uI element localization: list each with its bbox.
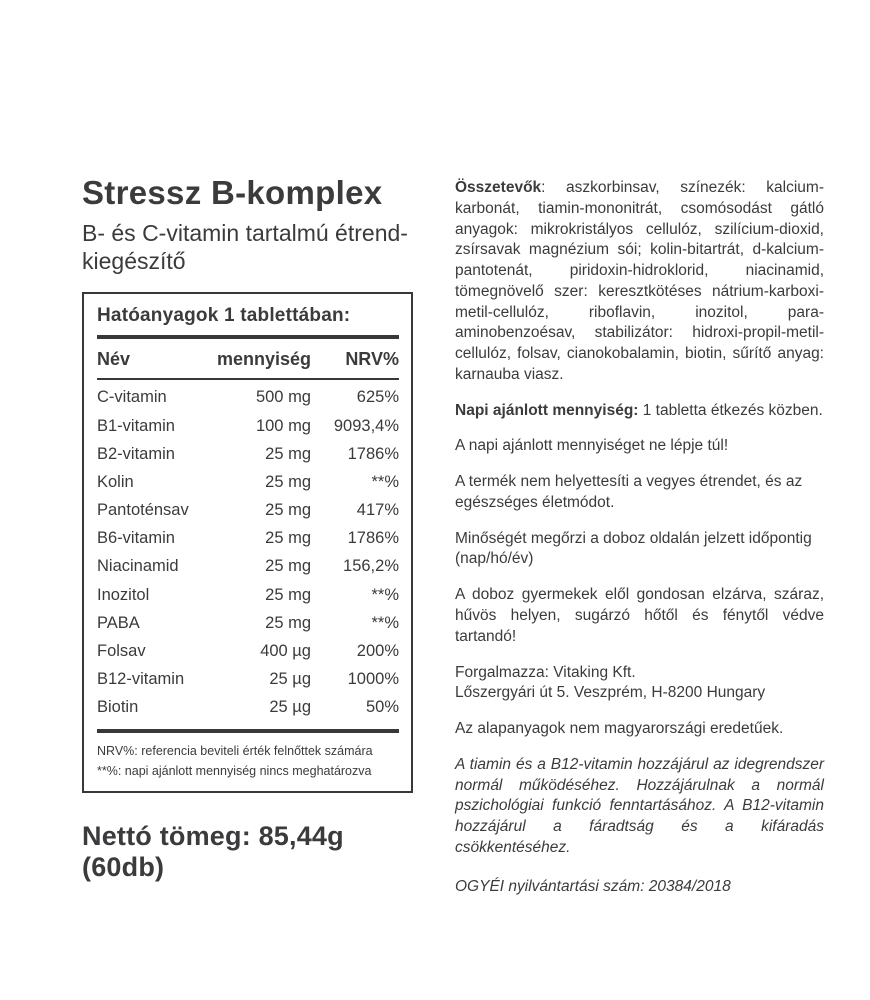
footnote-line: **%: napi ajánlott mennyiség nincs meghatározva xyxy=(97,763,372,778)
table-cell-amount: 25 mg xyxy=(265,557,311,576)
table-row xyxy=(97,525,399,553)
table-cell-name: Kolin xyxy=(97,472,134,491)
table-body xyxy=(97,380,399,727)
origin-note: Az alapanyagok nem magyarországi eredetűek. xyxy=(455,720,784,738)
table-cell-nrv: **% xyxy=(371,472,399,491)
table-row xyxy=(97,581,399,609)
table-cell-amount: 500 mg xyxy=(255,388,311,407)
table-cell-amount: 25 µg xyxy=(269,698,311,717)
column-header-name: Név xyxy=(97,348,131,369)
table-cell-nrv: 1786% xyxy=(347,529,399,548)
table-cell-name: B1-vitamin xyxy=(97,416,175,435)
table-row xyxy=(97,496,399,524)
table-cell-amount: 25 mg xyxy=(265,585,311,604)
facts-footnotes xyxy=(97,741,399,781)
column-header-nrv: NRV% xyxy=(345,348,399,369)
table-row xyxy=(97,694,399,722)
warning-limit: A napi ajánlott mennyiséget ne lépje túl! xyxy=(455,437,729,455)
divider-thick-bottom xyxy=(97,729,399,733)
table-cell-nrv: 9093,4% xyxy=(333,416,399,435)
table-row xyxy=(97,440,399,468)
table-cell-name: Inozitol xyxy=(97,585,150,604)
health-claims: A tiamin és a B12-vitamin hozzájárul az idegrendszer normál működéséhez. Hozzájárulnak a normál pszichológiai funkció fenntartásához. A B12-vitamin hozzájárul a fáradtság és a kifáradás csökkentéséhez. xyxy=(455,755,824,856)
table-cell-name: B2-vitamin xyxy=(97,444,175,463)
table-cell-name: B12-vitamin xyxy=(97,670,185,689)
right-column xyxy=(455,178,824,912)
table-cell-name: Pantoténsav xyxy=(97,501,189,520)
daily-dose-paragraph xyxy=(455,401,824,422)
table-cell-amount: 25 mg xyxy=(265,444,311,463)
table-cell-nrv: **% xyxy=(371,613,399,632)
ingredients-paragraph xyxy=(455,178,824,386)
table-cell-nrv: **% xyxy=(371,585,399,604)
table-cell-amount: 25 mg xyxy=(265,472,311,491)
footnote-line: NRV%: referencia beviteli érték felnőttek számára xyxy=(97,743,373,758)
table-cell-name: PABA xyxy=(97,613,140,632)
table-cell-name: Folsav xyxy=(97,642,146,661)
ingredients-text: : aszkorbinsav, színezék: kalcium-karbonát, tiamin-mononitrát, csomósodást gátló anyagok: mikrokristályos cellulóz, szilícium-dioxid, zsírsavak magnézium sói; kolin-bitartrát, d-kalcium-pantotenát, piridoxin-hidroklorid, niacinamid, tömegnövelő szer: keresztkötéses nátrium-karboxi-metil-cellulóz, riboflavin, inozitol, para-aminobenzoésav, stabilizátor: hidroxi-propil-metil-cellulóz, folsav, cianokobalamin, biotin, sűrítő anyag: karnauba viasz. xyxy=(455,179,824,383)
storage-note: A doboz gyermekek elől gondosan elzárva, száraz, hűvös helyen, sugárzó hőtől és fénytől védve tartandó! xyxy=(455,586,824,645)
table-cell-nrv: 1786% xyxy=(347,444,399,463)
quality-note: Minőségét megőrzi a doboz oldalán jelzett időpontig (nap/hó/év) xyxy=(455,529,812,568)
table-cell-nrv: 625% xyxy=(356,388,399,407)
table-cell-amount: 25 mg xyxy=(265,529,311,548)
table-cell-amount: 400 µg xyxy=(260,642,311,661)
table-row xyxy=(97,412,399,440)
warning-diet: A termék nem helyettesíti a vegyes étrendet, és az egészséges életmódot. xyxy=(455,473,803,511)
table-cell-nrv: 1000% xyxy=(347,670,399,689)
distributor-block xyxy=(455,663,824,705)
product-title: Stressz B-komplex xyxy=(82,174,383,211)
left-column xyxy=(82,176,413,883)
table-cell-name: B6-vitamin xyxy=(97,529,175,548)
daily-dose-label: Napi ajánlott mennyiség: xyxy=(455,401,639,419)
table-cell-amount: 25 µg xyxy=(269,670,311,689)
table-cell-amount: 100 mg xyxy=(255,416,311,435)
distributor-address: Lőszergyári út 5. Veszprém, H-8200 Hungary xyxy=(455,684,766,702)
daily-dose-text: 1 tabletta étkezés közben. xyxy=(638,401,823,419)
table-cell-nrv: 50% xyxy=(365,698,399,717)
table-row xyxy=(97,666,399,694)
net-weight: Nettó tömeg: 85,44g (60db) xyxy=(82,820,344,882)
table-row xyxy=(97,637,399,665)
table-cell-amount: 25 mg xyxy=(265,501,311,520)
table-cell-nrv: 156,2% xyxy=(343,557,399,576)
table-row xyxy=(97,609,399,637)
supplement-facts-box xyxy=(82,292,413,793)
table-row xyxy=(97,553,399,581)
column-header-amount: mennyiség xyxy=(216,348,311,369)
product-subtitle: B- és C-vitamin tartalmú étrend-kiegészítő xyxy=(82,219,408,274)
table-row xyxy=(97,384,399,412)
registration-number: OGYÉI nyilvántartási szám: 20384/2018 xyxy=(455,877,731,895)
ingredients-label: Összetevők xyxy=(455,179,542,196)
table-cell-name: Biotin xyxy=(97,698,139,717)
facts-title: Hatóanyagok 1 tablettában: xyxy=(97,304,351,326)
facts-header-row xyxy=(97,339,399,378)
table-cell-nrv: 200% xyxy=(356,642,399,661)
table-row xyxy=(97,468,399,496)
table-cell-name: Niacinamid xyxy=(97,557,179,576)
table-cell-name: C-vitamin xyxy=(97,388,167,407)
table-cell-amount: 25 mg xyxy=(265,613,311,632)
table-cell-nrv: 417% xyxy=(356,501,399,520)
distributor-name: Forgalmazza: Vitaking Kft. xyxy=(455,663,636,681)
